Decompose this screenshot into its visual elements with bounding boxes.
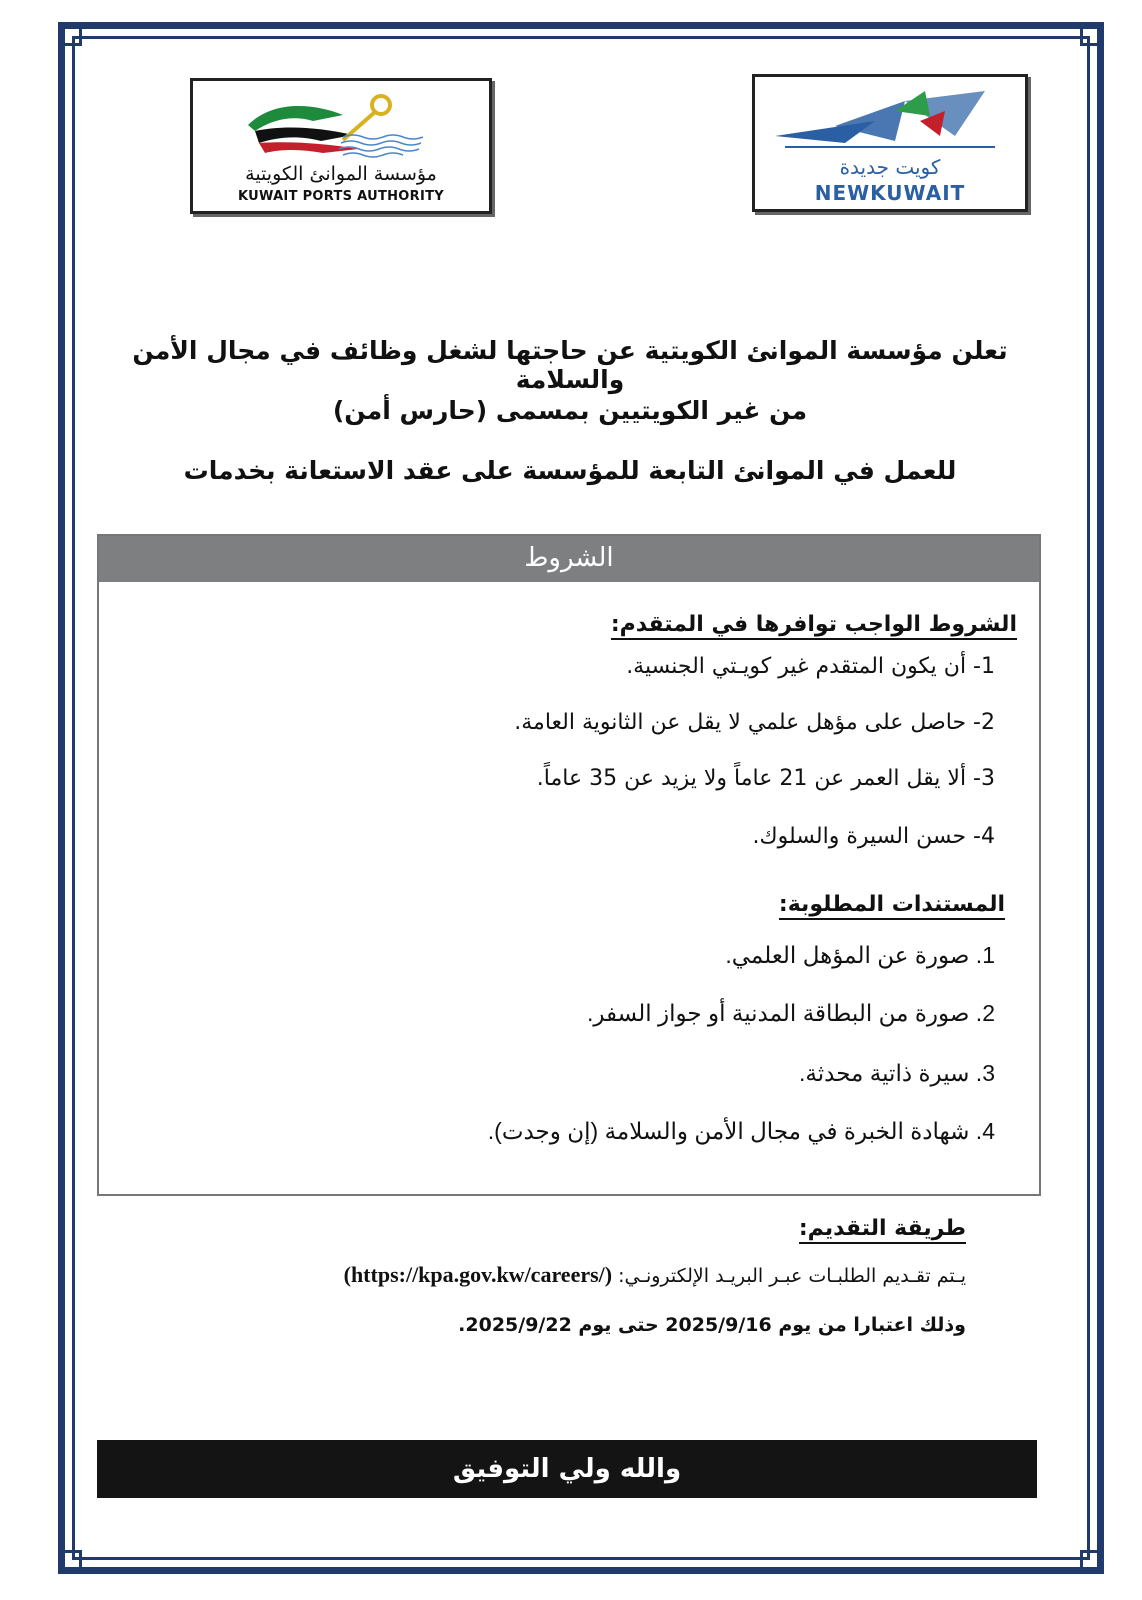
closing-banner: والله ولي التوفيق [97, 1440, 1037, 1498]
documents-heading [779, 892, 1005, 917]
kpa-name-arabic: مؤسسة الموانئ الكويتية [245, 163, 437, 185]
kpa-logo [190, 78, 492, 214]
new-kuwait-name-arabic: كويت جديدة [839, 155, 941, 179]
conditions-section-title: الشروط [99, 536, 1039, 582]
document-item-3: 3. سيرة ذاتية محدثة. [799, 1060, 995, 1086]
announcement-line-2: من غير الكويتيين بمسمى (حارس أمن) [332, 396, 808, 425]
document-item-4: 4. شهادة الخبرة في مجال الأمن والسلامة (إن وجدت). [487, 1118, 995, 1144]
corner-ornament [60, 24, 82, 46]
application-heading [799, 1216, 966, 1241]
kpa-emblem-icon [193, 85, 489, 165]
careers-link[interactable]: (https://kpa.gov.kw/careers/) [343, 1262, 613, 1287]
condition-item-1: 1- أن يكون المتقدم غير كويـتي الجنسية. [626, 654, 995, 679]
document-item-2: 2. صورة من البطاقة المدنية أو جواز السفر. [586, 1000, 995, 1026]
corner-ornament [60, 1550, 82, 1572]
new-kuwait-logo [752, 74, 1028, 212]
announcement-line-3: للعمل في الموانئ التابعة للمؤسسة على عقد الاستعانة بخدمات [183, 456, 957, 485]
documents-heading-text: المستندات المطلوبة: [779, 892, 1005, 920]
conditions-section [97, 534, 1041, 1196]
corner-ornament [1080, 24, 1102, 46]
application-line-1 [344, 1262, 966, 1288]
condition-item-4: 4- حسن السيرة والسلوك. [752, 824, 995, 849]
new-kuwait-name-english: NEWKUWAIT [814, 181, 966, 205]
application-dates: وذلك اعتبارا من يوم 2025/9/16 حتى يوم 2025/9/22. [458, 1314, 966, 1336]
corner-ornament [1080, 1550, 1102, 1572]
new-kuwait-emblem-icon [755, 81, 1025, 161]
application-instruction: يـتم تقـديم الطلبـات عبـر البريـد الإلكترونـي: [618, 1265, 966, 1287]
document-item-1: 1. صورة عن المؤهل العلمي. [725, 942, 995, 968]
announcement-line-1: تعلن مؤسسة الموانئ الكويتية عن حاجتها لشغل وظائف في مجال الأمن والسلامة [132, 336, 1008, 394]
conditions-heading [611, 612, 1017, 637]
application-heading-text: طريقة التقديم: [799, 1216, 966, 1244]
condition-item-2: 2- حاصل على مؤهل علمي لا يقل عن الثانوية العامة. [514, 710, 995, 735]
conditions-heading-text: الشروط الواجب توافرها في المتقدم: [611, 612, 1017, 640]
kpa-name-english: KUWAIT PORTS AUTHORITY [238, 189, 444, 204]
condition-item-3: 3- ألا يقل العمر عن 21 عاماً ولا يزيد عن 35 عاماً. [536, 766, 995, 791]
